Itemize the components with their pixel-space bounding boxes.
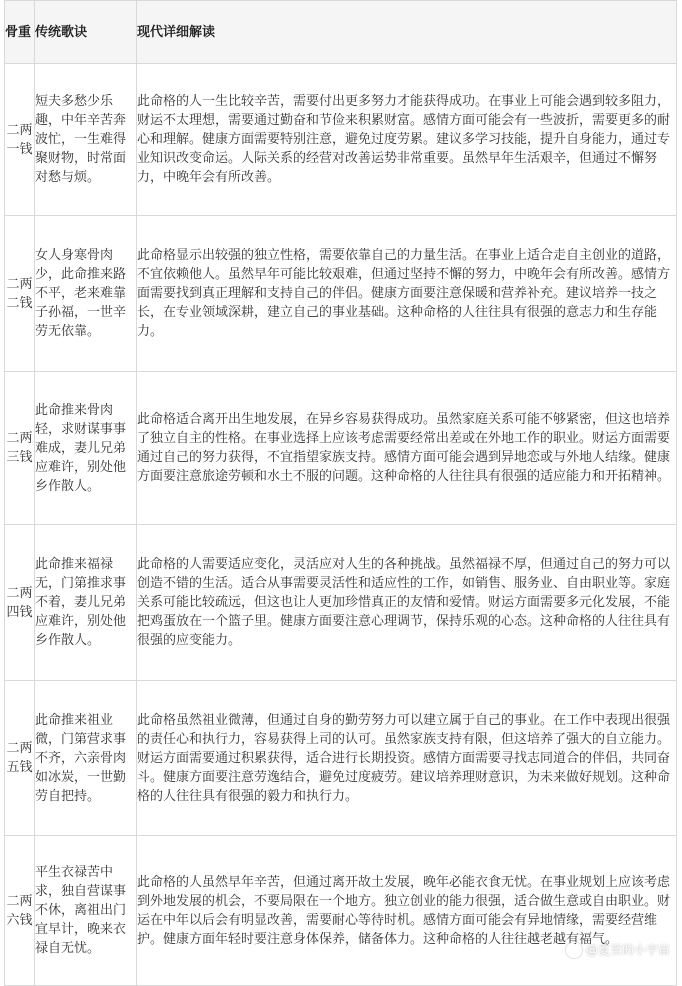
header-traditional-verse: 传统歌诀	[35, 1, 137, 64]
table-row	[5, 64, 677, 216]
table-row	[5, 681, 677, 836]
table-row	[5, 836, 677, 986]
table-row	[5, 216, 677, 372]
table-row	[5, 525, 677, 681]
header-bone-weight: 骨重	[5, 1, 35, 64]
cell-bone-weight: 二两二钱	[5, 216, 35, 372]
watermark-text: @夏至的小宇宙	[585, 943, 670, 957]
cell-modern-interpretation: 此命格的人一生比较辛苦，需要付出更多努力才能获得成功。在事业上可能会遇到较多阻力，财运不太理想，需要通过勤奋和节俭来积累财富。感情方面可能会有一些波折，需要更多的耐心和理解。健康方面需要特别注意，避免过度劳累。建议多学习技能，提升自身能力，通过专业知识改变命运。人际关系的经营对改善运势非常重要。虽然早年生活艰辛，但通过不懈努力，中晚年会有所改善。	[137, 64, 677, 216]
cell-traditional-verse: 此命推来祖业微，门第营求事不齐，六亲骨肉如冰炭，一世勤劳自把持。	[35, 681, 137, 836]
cell-modern-interpretation: 此命格适合离开出生地发展，在异乡容易获得成功。虽然家庭关系可能不够紧密，但这也培养了独立自主的性格。在事业选择上应该考虑需要经常出差或在外地工作的职业。财运方面需要通过自己的努力获得，不宜指望家族支持。感情方面可能会遇到异地恋或与外地人结缘。健康方面要注意旅途劳顿和水土不服的问题。这种命格的人往往具有很强的适应能力和开拓精神。	[137, 372, 677, 525]
cell-bone-weight: 二两三钱	[5, 372, 35, 525]
table-header-row	[5, 1, 677, 64]
cell-traditional-verse: 短夫多愁少乐趣，中年辛苦奔波忙，一生难得聚财物，时常面对愁与烦。	[35, 64, 137, 216]
cell-modern-interpretation: 此命格的人需要适应变化，灵活应对人生的各种挑战。虽然福禄不厚，但通过自己的努力可以创造不错的生活。适合从事需要灵活性和适应性的工作，如销售、服务业、自由职业等。家庭关系可能比较疏远，但这也让人更加珍惜真正的友情和爱情。财运方面需要多元化发展，不能把鸡蛋放在一个篮子里。健康方面要注意心理调节，保持乐观的心态。这种命格的人往往具有很强的应变能力。	[137, 525, 677, 681]
watermark-logo-icon	[566, 942, 582, 958]
cell-bone-weight: 二两五钱	[5, 681, 35, 836]
cell-modern-interpretation: 此命格虽然祖业微薄，但通过自身的勤劳努力可以建立属于自己的事业。在工作中表现出很强的责任心和执行力，容易获得上司的认可。虽然家族支持有限，但这培养了强大的自立能力。财运方面需要通过积累获得，适合进行长期投资。感情方面需要寻找志同道合的伴侣，共同奋斗。健康方面要注意劳逸结合，避免过度疲劳。建议培养理财意识，为未来做好规划。这种命格的人往往具有很强的毅力和执行力。	[137, 681, 677, 836]
table-row	[5, 372, 677, 525]
cell-traditional-verse: 女人身寒骨肉少，此命推来路不平，老来难靠子孙福，一世辛劳无依靠。	[35, 216, 137, 372]
cell-bone-weight: 二两六钱	[5, 836, 35, 986]
cell-traditional-verse: 平生衣禄苦中求，独自营谋事不休，离祖出门宜早计，晚来衣禄自无忧。	[35, 836, 137, 986]
watermark	[566, 941, 670, 958]
cell-bone-weight: 二两四钱	[5, 525, 35, 681]
cell-modern-interpretation: 此命格的人虽然早年辛苦，但通过离开故土发展，晚年必能衣食无忧。在事业规划上应该考虑到外地发展的机会，不要局限在一个地方。独立创业的能力很强，适合做生意或自由职业。财运在中年以后会有明显改善，需要耐心等待时机。感情方面可能会有异地情缘，需要经营维护。健康方面年轻时要注意身体保养，储备体力。这种命格的人往往越老越有福气。	[137, 836, 677, 986]
header-modern-interpretation: 现代详细解读	[137, 1, 677, 64]
cell-traditional-verse: 此命推来骨肉轻，求财谋事事难成，妻儿兄弟应难许，别处他乡作散人。	[35, 372, 137, 525]
cell-traditional-verse: 此命推来福禄无，门第推求事不着，妻儿兄弟应难许，别处他乡作散人。	[35, 525, 137, 681]
cell-bone-weight: 二两一钱	[5, 64, 35, 216]
bone-weight-table	[4, 0, 677, 986]
cell-modern-interpretation: 此命格显示出较强的独立性格，需要依靠自己的力量生活。在事业上适合走自主创业的道路，不宜依赖他人。虽然早年可能比较艰难，但通过坚持不懈的努力，中晚年会有所改善。感情方面需要找到真正理解和支持自己的伴侣。健康方面要注意保暖和营养补充。建议培养一技之长，在专业领域深耕，建立自己的事业基础。这种命格的人往往具有很强的意志力和生存能力。	[137, 216, 677, 372]
